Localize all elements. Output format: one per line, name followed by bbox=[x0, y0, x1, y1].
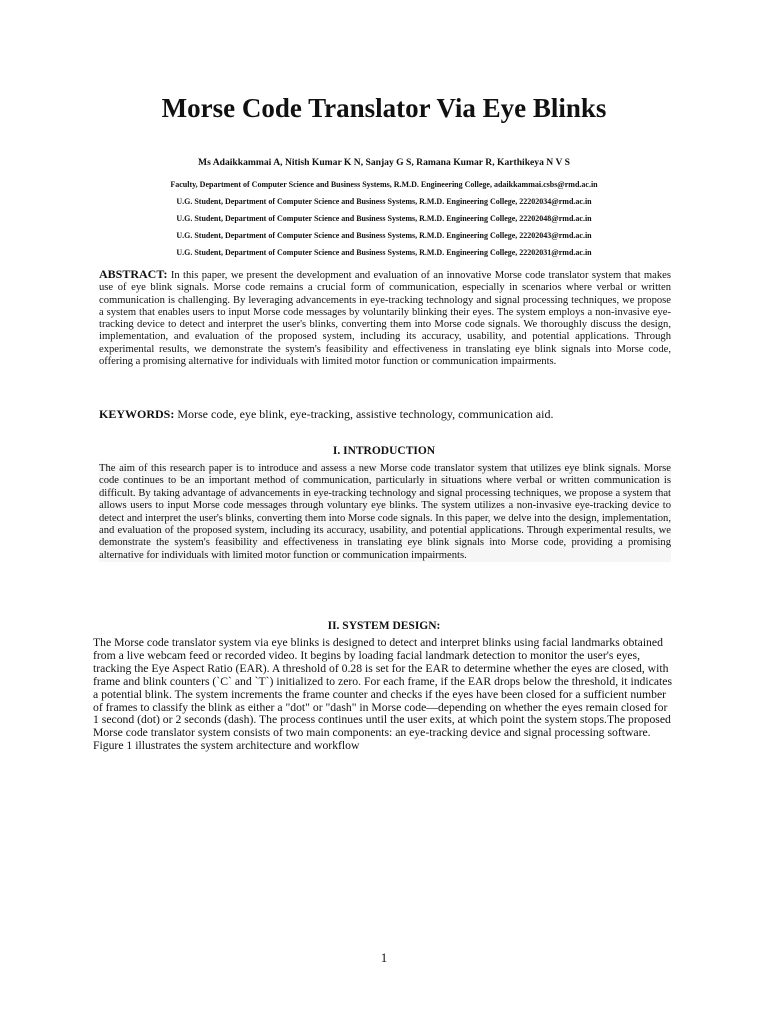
keywords-text: Morse code, eye blink, eye-tracking, assistive technology, communication aid. bbox=[174, 407, 554, 421]
abstract-text: In this paper, we present the development and evaluation of an innovative Morse code translator system that makes use of eye blink signals. Morse code remains a crucial form of communication, especially in scenarios where verbal or written communication is challenging. By leveraging advancements in eye-tracking technology and signal processing techniques, we propose a system that enables users to input Morse code messages by voluntarily blinking their eyes. The system employs a non-invasive eye-tracking device to detect and interpret the user's blinks, converting them into Morse code signals. We thoroughly discuss the design, implementation, and evaluation of the proposed system, including its accuracy, usability, and potential applications. Through experimental results, we demonstrate the system's feasibility and effectiveness in translating eye blink signals into Morse code, offering a promising alternative for individuals with limited motor function or communication impairments. bbox=[99, 270, 671, 368]
system-design-paragraph: The Morse code translator system via eye blinks is designed to detect and interpret blinks using facial landmarks obtained from a live webcam feed or recorded video. It begins by loading facial landmark detection to monitor the user's eyes, tracking the Eye Aspect Ratio (EAR). A threshold of 0.28 is set for the EAR to determine whether the eyes are closed, with frame and blink counters (`C` and `T`) initialized to zero. For each frame, if the EAR drops below the threshold, it indicates a potential blink. The system increments the frame counter and checks if the eyes have been closed for a sufficient number of frames to classify the blink as either a "dot" or "dash" in Morse code—depending on whether the eyes remain closed for 1 second (dot) or 2 seconds (dash). The process continues until the user exits, at which point the system stops.The proposed Morse code translator system consists of two main components: an eye-tracking device and signal processing software. Figure 1 illustrates the system architecture and workflow bbox=[93, 636, 672, 753]
affiliation-line: U.G. Student, Department of Computer Science and Business Systems, R.M.D. Engineering College, 22202034@rmd.ac.in bbox=[176, 197, 592, 206]
affiliation-line: U.G. Student, Department of Computer Science and Business Systems, R.M.D. Engineering College, 22202031@rmd.ac.in bbox=[176, 248, 592, 257]
author-list: Ms Adaikkammai A, Nitish Kumar K N, Sanjay G S, Ramana Kumar R, Karthikeya N V S bbox=[198, 157, 570, 168]
affiliation-line: U.G. Student, Department of Computer Science and Business Systems, R.M.D. Engineering College, 22202048@rmd.ac.in bbox=[176, 214, 592, 223]
page-number: 1 bbox=[380, 950, 388, 965]
keywords-label: KEYWORDS: bbox=[99, 407, 175, 421]
paper-title: Morse Code Translator Via Eye Blinks bbox=[161, 93, 607, 123]
abstract-label: ABSTRACT: bbox=[99, 267, 168, 281]
introduction-paragraph: The aim of this research paper is to introduce and assess a new Morse code translator system that utilizes eye blink signals. Morse code continues to be an important method of communication, particularly in situations where verbal or written communication is difficult. By taking advantage of advancements in eye-tracking technology and signal processing techniques, we propose a system that allows users to input Morse code messages through voluntary eye blinks. The system utilizes a non-invasive eye-tracking device to detect and interpret the user's blinks, converting them into Morse code signals. In this paper, we delve into the design, implementation, and evaluation of the proposed system, including its accuracy, usability, and potential applications. Through experimental results, we demonstrate the system's feasibility and effectiveness in translating eye blink signals into Morse code, providing a promising alternative for individuals with limited motor function or communication impairments. bbox=[99, 463, 671, 561]
affiliation-line: U.G. Student, Department of Computer Science and Business Systems, R.M.D. Engineering College, 22202043@rmd.ac.in bbox=[176, 231, 592, 240]
affiliation-line: Faculty, Department of Computer Science and Business Systems, R.M.D. Engineering College, adaikkammai.csbs@rmd.ac.in bbox=[170, 180, 598, 189]
section-heading-introduction: I. INTRODUCTION bbox=[332, 445, 436, 457]
keywords-paragraph bbox=[99, 407, 671, 421]
section-heading-system-design: II. SYSTEM DESIGN: bbox=[327, 620, 441, 632]
abstract-paragraph bbox=[99, 268, 671, 368]
